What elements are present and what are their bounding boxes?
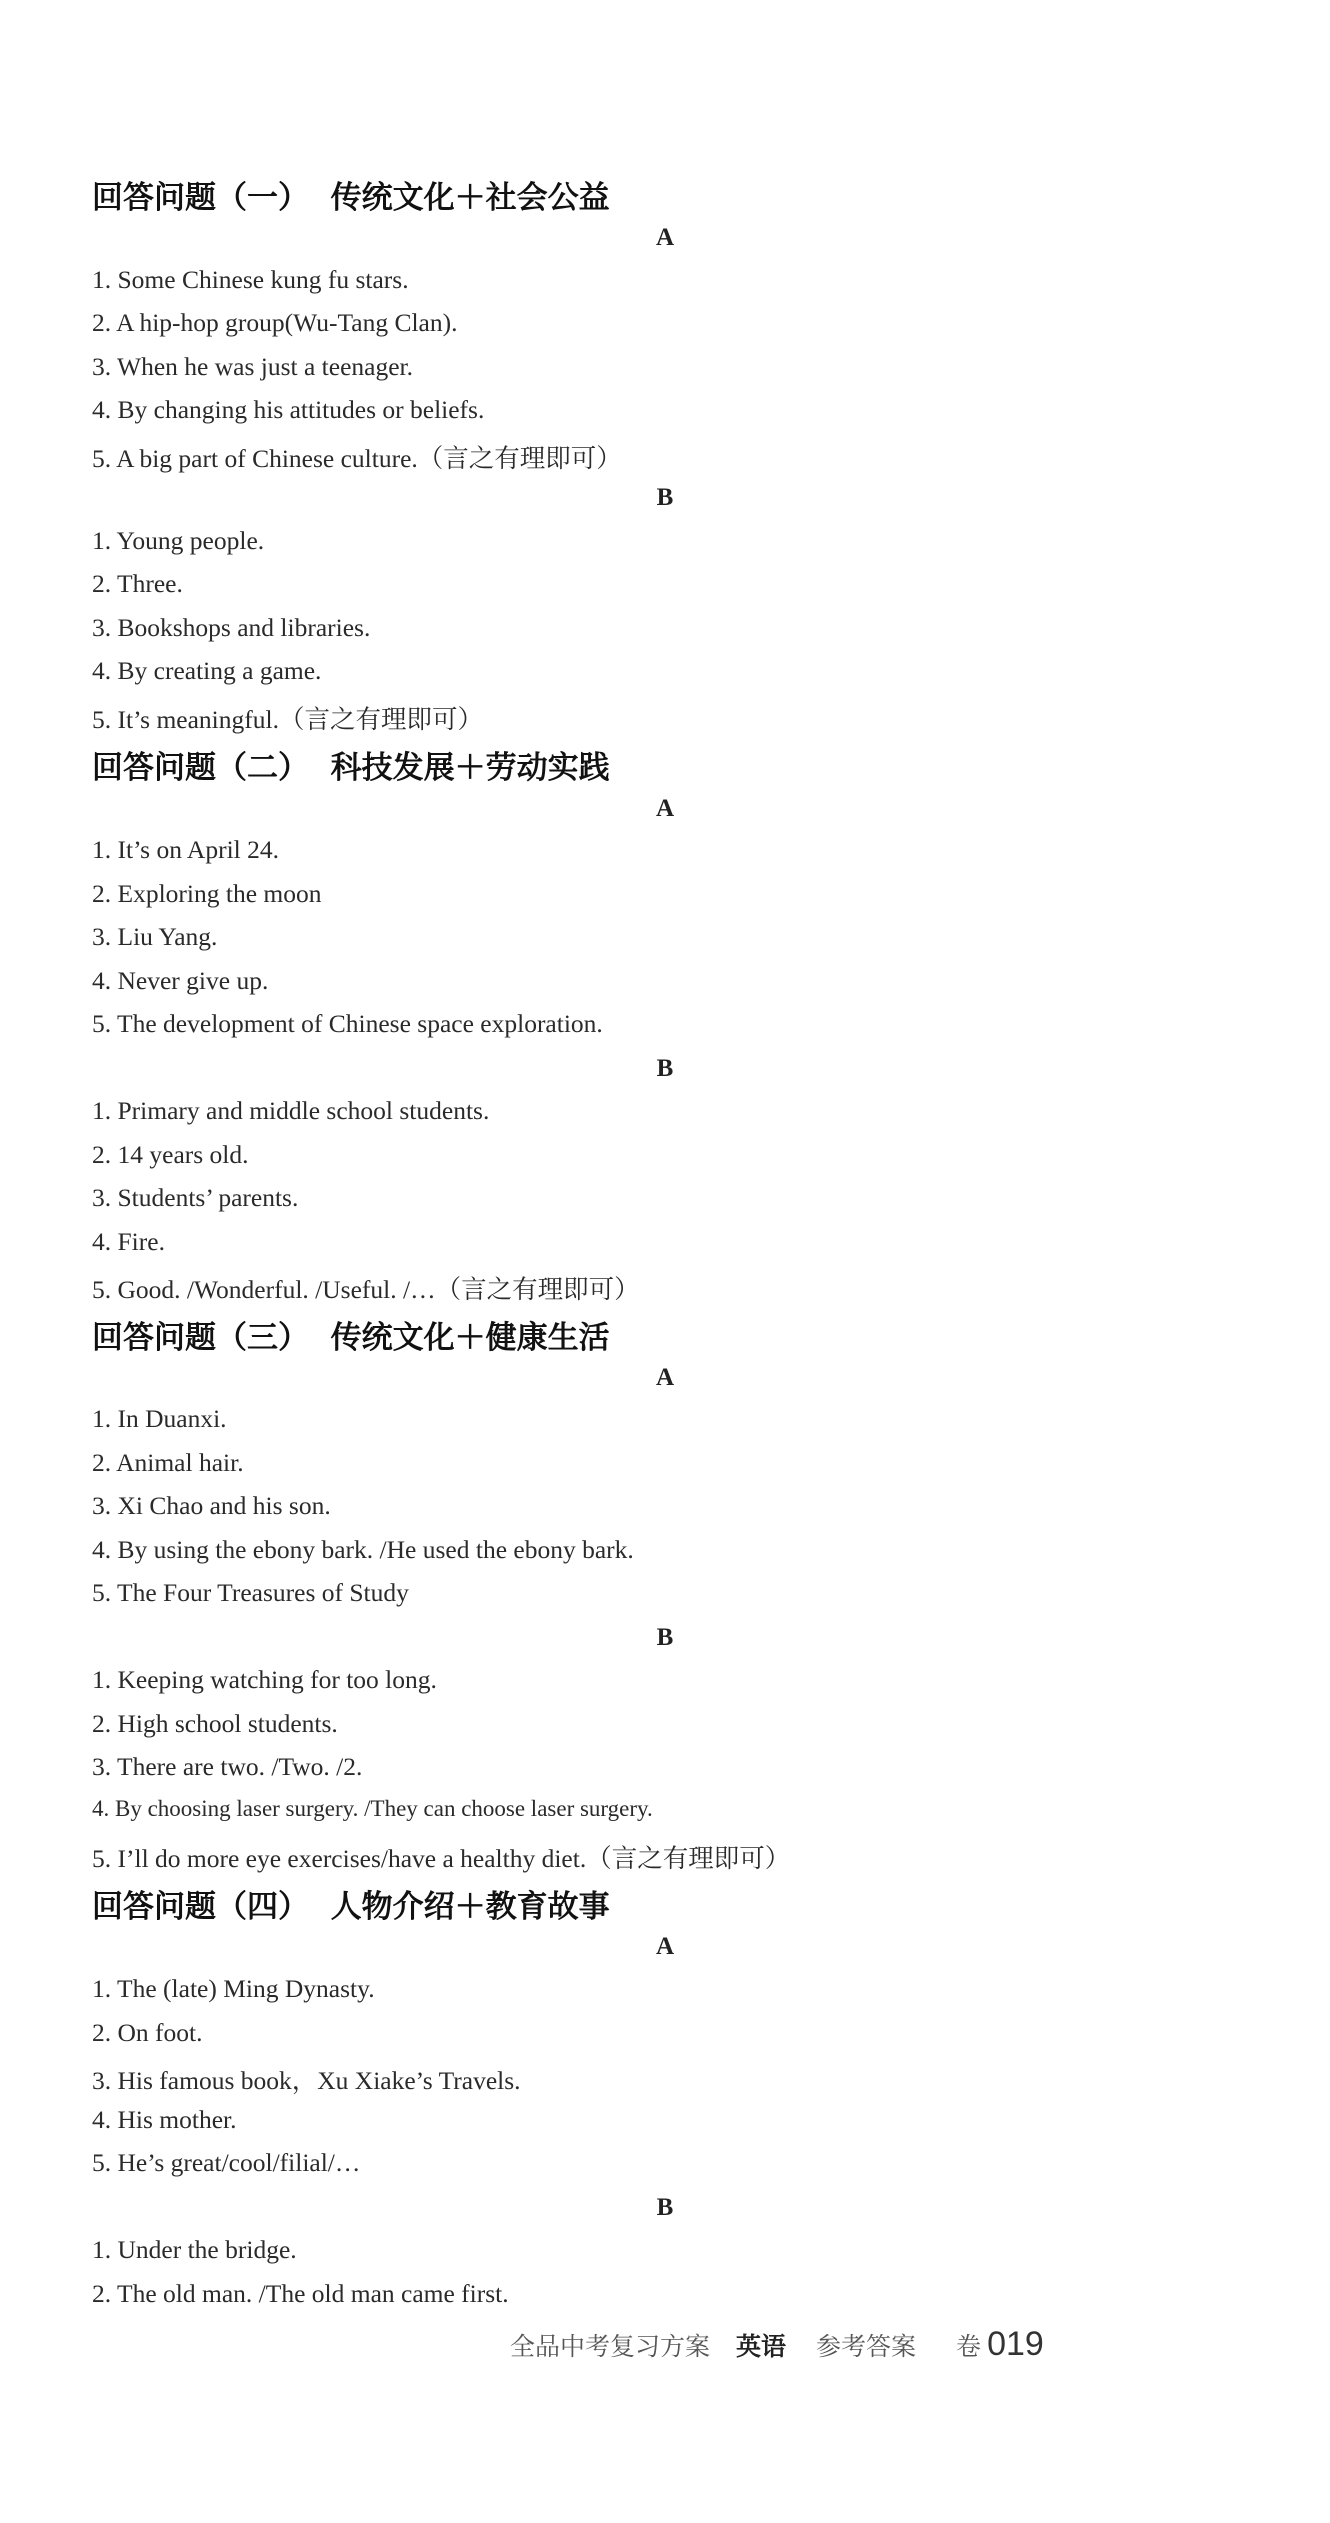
answer-line: 1. The (late) Ming Dynasty. [92,1974,375,2003]
answer-line: 1. Under the bridge. [92,2235,297,2264]
answer-line: 1. Primary and middle school students. [92,1096,490,1125]
answer-line: 2. Three. [92,569,183,598]
answer-line: 2. 14 years old. [92,1140,249,1169]
answer-line: 4. Fire. [92,1227,165,1256]
answer-line: 4. Never give up. [92,966,269,995]
answer-line: 3. His famous book，Xu Xiake’s Travels. [92,2066,521,2095]
answer-line: 2. A hip-hop group(Wu-Tang Clan). [92,308,458,337]
answer-line: 3. There are two. /Two. /2. [92,1752,363,1781]
answer-line: 2. The old man. /The old man came first. [92,2279,509,2308]
section-title: 回答问题（二） 科技发展＋劳动实践 [92,750,610,786]
answer-line: 2. Exploring the moon [92,879,322,908]
subsection-label: A [655,795,675,822]
answer-line: 1. Keeping watching for too long. [92,1665,437,1694]
answer-line: 1. Young people. [92,526,265,555]
answer-line: 5. The Four Treasures of Study [92,1578,409,1607]
footer-subject: 英语 [736,2332,787,2361]
section-title: 回答问题（四） 人物介绍＋教育故事 [92,1889,610,1925]
subsection-label: A [655,1364,675,1391]
answer-line: 3. Bookshops and libraries. [92,613,371,642]
subsection-label: B [656,484,674,511]
answer-line: 4. His mother. [92,2105,237,2134]
answer-line: 4. By choosing laser surgery. /They can choose laser surgery. [92,1796,653,1821]
answer-line: 5. The development of Chinese space exploration. [92,1009,603,1038]
footer-book-title: 全品中考复习方案 [510,2332,711,2361]
answer-line: 4. By changing his attitudes or beliefs. [92,395,485,424]
answer-line: 3. Students’ parents. [92,1183,299,1212]
page-number: 019 [987,2325,1044,2363]
section-title: 回答问题（三） 传统文化＋健康生活 [92,1320,610,1356]
answer-line: 4. By using the ebony bark. /He used the ebony bark. [92,1535,634,1564]
answer-line: 4. By creating a game. [92,656,322,685]
answer-line: 2. High school students. [92,1709,338,1738]
answer-line: 5. I’ll do more eye exercises/have a healthy diet.（言之有理即可） [92,1844,791,1873]
answer-line: 5. A big part of Chinese culture.（言之有理即可） [92,444,622,473]
answer-line: 5. Good. /Wonderful. /Useful. /…（言之有理即可） [92,1275,640,1304]
answer-line: 5. He’s great/cool/filial/… [92,2148,361,2177]
subsection-label: A [655,1933,675,1960]
answer-line: 2. Animal hair. [92,1448,244,1477]
answer-line: 1. It’s on April 24. [92,835,280,864]
answer-line: 3. Liu Yang. [92,922,218,951]
answer-line: 3. When he was just a teenager. [92,352,414,381]
footer-answers-label: 参考答案 [816,2332,917,2361]
page-footer [510,2325,1044,2364]
answer-line: 2. On foot. [92,2018,203,2047]
subsection-label: B [656,1624,674,1651]
answer-line: 1. In Duanxi. [92,1404,227,1433]
answer-line: 5. It’s meaningful.（言之有理即可） [92,705,483,734]
subsection-label: A [655,224,675,251]
subsection-label: B [656,2194,674,2221]
subsection-label: B [656,1055,674,1082]
answer-line: 3. Xi Chao and his son. [92,1491,331,1520]
footer-volume-label: 卷 [956,2332,982,2361]
answer-line: 1. Some Chinese kung fu stars. [92,265,409,294]
section-title: 回答问题（一） 传统文化＋社会公益 [92,180,610,216]
